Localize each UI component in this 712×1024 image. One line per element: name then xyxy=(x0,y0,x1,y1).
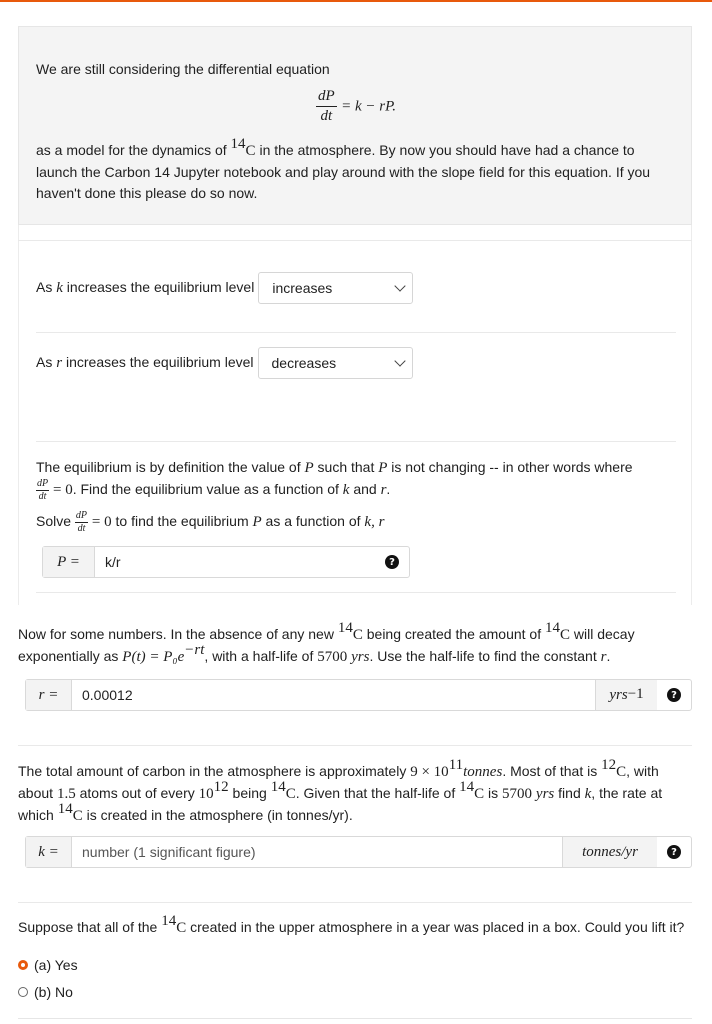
divider xyxy=(18,745,692,746)
intro-paragraph: as a model for the dynamics of $^{14}$C in the atmosphere. By now you should have had a chance to launch the Carbon 14 Jupyter notebook and play around with the slope field for this equation. If you haven't done this please do so now. xyxy=(36,136,651,201)
divider xyxy=(36,592,676,593)
selected-value: increases xyxy=(272,280,333,296)
differential-equation: $\frac{dP}{dt}$ = k − rP. xyxy=(317,88,397,124)
equilibrium-definition: The equilibrium is by definition the value of P such that P is not changing -- in other words where $\frac{dP}{dt}$ = 0. Find the equilibrium value as a function of k and r. xyxy=(36,459,633,502)
question-label: As r increases the equilibrium level xyxy=(36,354,254,371)
chevron-down-icon xyxy=(394,355,405,366)
panel-border-left xyxy=(18,225,19,605)
solve-instruction: Solve $\frac{dP}{dt}$ = 0 to find the equilibrium P as a function of k, r xyxy=(36,510,385,534)
option-yes[interactable] xyxy=(18,957,78,973)
radio-unselected[interactable] xyxy=(18,987,28,997)
decay-question: Now for some numbers. In the absence of any new $^{14}$C being created the amount of $^{14}$C will decay exponentially as $P(t) = P_0e^{-rt}$, with a half-life of 5700 yrs. Use the half-life to find the constant r. xyxy=(18,620,635,665)
option-label: (b) No xyxy=(34,984,73,1000)
chevron-down-icon xyxy=(395,280,406,291)
r-equilibrium-select[interactable] xyxy=(258,347,413,379)
question-label: As k increases the equilibrium level xyxy=(36,279,255,296)
unit-label: yrs $^{-1}$ xyxy=(595,680,657,710)
decay-constant-input[interactable]: 0.00012 xyxy=(82,687,133,703)
equilibrium-input[interactable]: k/r xyxy=(105,554,121,570)
lift-box-question: Suppose that all of the $^{14}$C created in the upper atmosphere in a year was placed in a box. Could you lift it? xyxy=(18,913,685,936)
help-icon[interactable]: ? xyxy=(667,845,681,859)
creation-rate-input-group xyxy=(25,836,692,868)
divider xyxy=(36,441,676,442)
k-equilibrium-select[interactable] xyxy=(258,272,413,304)
divider xyxy=(36,332,676,333)
selected-value: decreases xyxy=(271,355,337,371)
divider xyxy=(18,902,692,903)
carbon-rate-question: The total amount of carbon in the atmosphere is approximately $9 \times 10^{11}tonnes$. Most of that is $^{12}$C, with about 1.5 atoms out of every $10^{12}$ being $^{14}$C. Given that the half-life of $^{14}$C is 5700 yrs find k, the rate at which $^{14}$C is created in the atmosphere (in tonnes/yr). xyxy=(18,757,663,824)
help-icon[interactable]: ? xyxy=(667,688,681,702)
unit-label: tonnes/yr xyxy=(562,837,657,867)
k-equals-label: k = xyxy=(26,837,72,867)
divider xyxy=(18,240,692,241)
creation-rate-input[interactable]: number (1 significant figure) xyxy=(82,844,256,860)
radio-selected[interactable] xyxy=(18,960,28,970)
top-accent-bar xyxy=(0,0,712,2)
panel-bottom-border xyxy=(18,1018,692,1019)
option-no[interactable] xyxy=(18,984,73,1000)
intro-text: We are still considering the differential equation xyxy=(36,61,330,77)
question-r-equilibrium xyxy=(36,347,413,379)
intro-panel xyxy=(18,26,692,225)
help-icon[interactable]: ? xyxy=(385,555,399,569)
question-k-equilibrium xyxy=(36,272,413,304)
p-equals-label: P = xyxy=(43,547,95,577)
decay-constant-input-group xyxy=(25,679,692,711)
equilibrium-input-group xyxy=(42,546,410,578)
r-equals-label: r = xyxy=(26,680,72,710)
option-label: (a) Yes xyxy=(34,957,78,973)
panel-border-right xyxy=(691,225,692,605)
